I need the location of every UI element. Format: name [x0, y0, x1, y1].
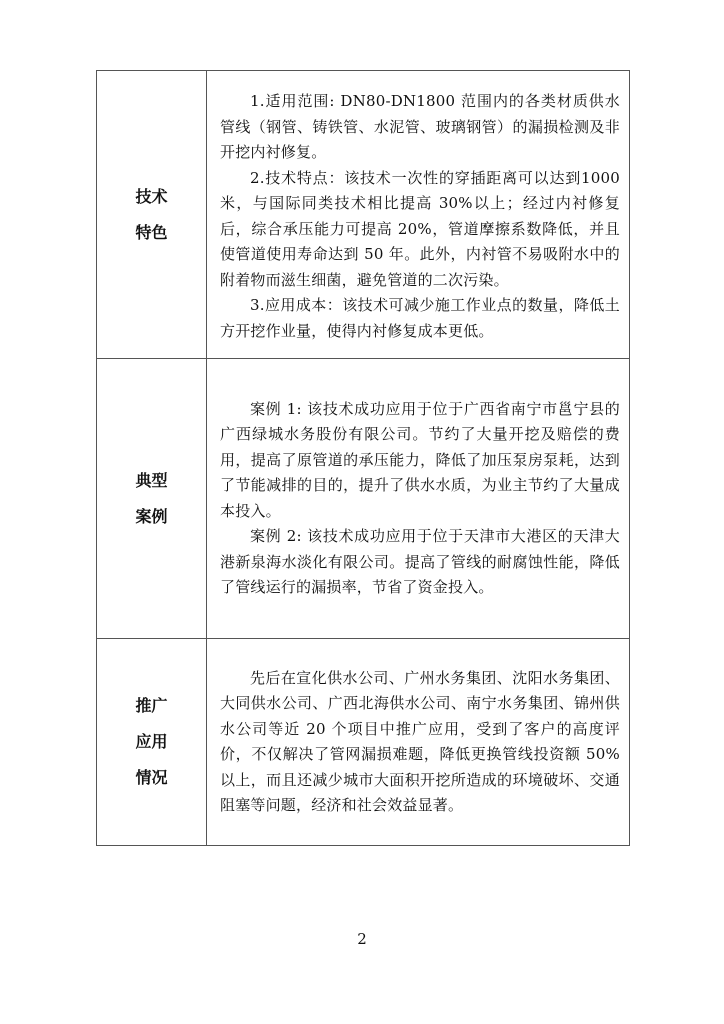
table-row-tech-features: [97, 70, 629, 358]
paragraph-case-2: 案例 2: 该技术成功应用于位于天津市大港区的天津大港新泉海水淡化有限公司。提高了管线的耐腐蚀性能，降低了管线运行的漏损率，节省了资金投入。: [220, 527, 620, 596]
page-number: 2: [357, 930, 367, 948]
paragraph-cost: 3.应用成本：该技术可减少施工作业点的数量，降低土方开挖作业量，使得内衬修复成本更低。: [220, 296, 620, 340]
row-label-cell: [97, 71, 207, 358]
row-label-line: 推广: [135, 696, 168, 715]
row-label-line: 应用: [135, 732, 168, 751]
row-label-line: 案例: [135, 506, 168, 526]
row-label-cell: [97, 359, 207, 638]
paragraph-case-1: 案例 1: 该技术成功应用于位于广西省南宁市邕宁县的广西绿城水务股份有限公司。节约了大量开挖及赔偿的费用，提高了原管道的承压能力，降低了加压泵房泵耗，达到了节能减排的目的，提升了供水水质，为业主节约了大量成本投入。: [220, 399, 620, 520]
row-content-cell: [207, 639, 629, 845]
row-label-line: 特色: [135, 222, 168, 242]
paragraph-features: 2.技术特点：该技术一次性的穿插距离可以达到1000 米，与国际同类技术相比提高 30%以上；经过内衬修复后，综合承压能力可提高 20%，管道摩擦系数降低，并且使管道使用寿命达到 50 年。此外，内衬管不易吸附水中的附着物而滋生细菌，避免管道的二次污染。: [220, 168, 620, 289]
row-label-line: 技术: [135, 186, 168, 206]
paragraph-scope: 1.适用范围: DN80-DN1800 范围内的各类材质供水管线（钢管、铸铁管、水泥管、玻璃钢管）的漏损检测及非开挖内衬修复。: [220, 92, 620, 161]
row-content-cell: [207, 71, 629, 358]
table-row-typical-cases: [97, 358, 629, 638]
table-row-promotion: [97, 638, 629, 845]
paragraph-promotion: 先后在宣化供水公司、广州水务集团、沈阳水务集团、大同供水公司、广西北海供水公司、南宁水务集团、锦州供水公司等近 20 个项目中推广应用，受到了客户的高度评价，不仅解决了管网漏损难题，降低更换管线投资额 50%以上，而且还减少城市大面积开挖所造成的环境破坏、交通阻塞等问题，经济和社会效益显著。: [220, 668, 620, 814]
row-label: [135, 463, 167, 535]
row-label: [135, 688, 167, 796]
row-label: [135, 179, 167, 251]
row-label-line: 情况: [135, 768, 168, 787]
info-table: [96, 70, 630, 846]
row-label-line: 典型: [135, 470, 168, 490]
row-content-cell: [207, 359, 629, 638]
row-label-cell: [97, 639, 207, 845]
